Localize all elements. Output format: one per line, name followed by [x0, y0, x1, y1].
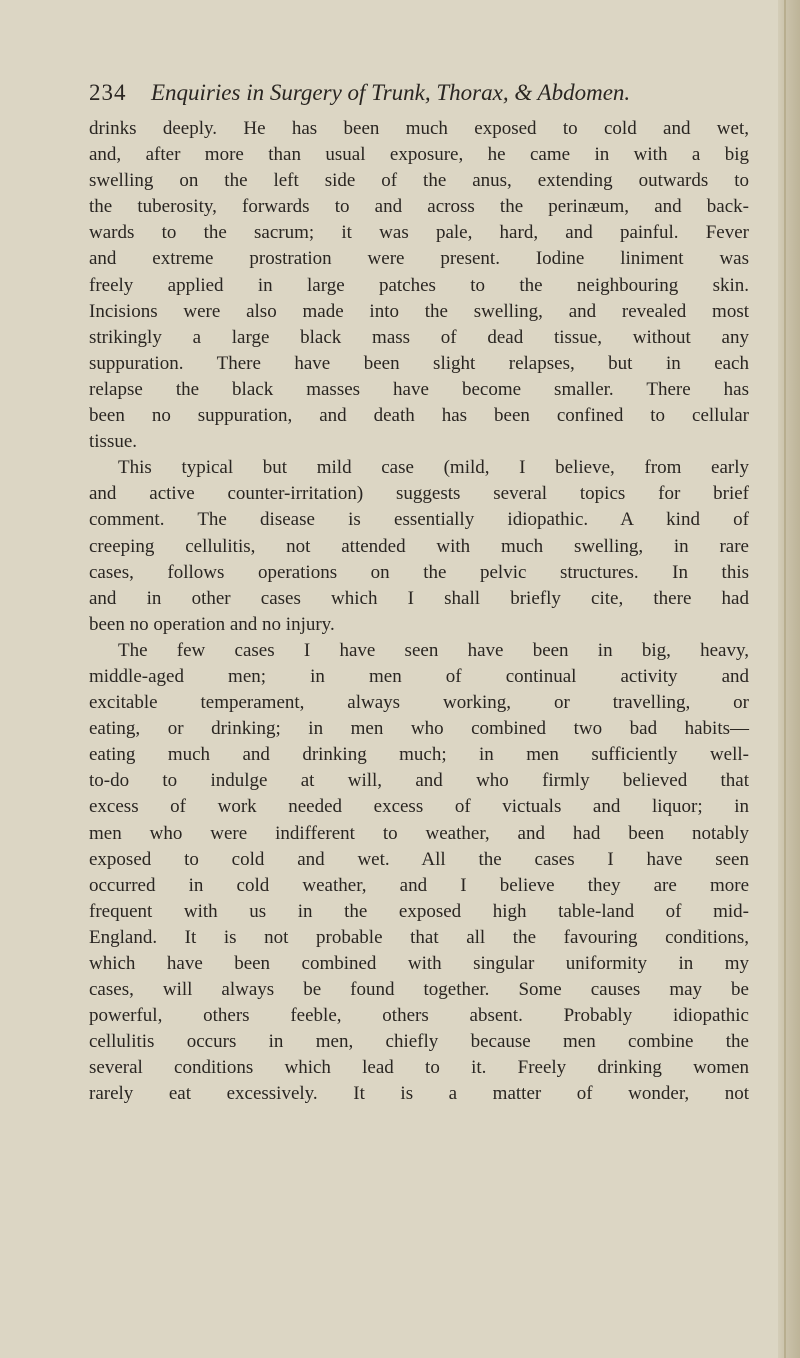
text-line: drinks deeply. He has been much exposed to cold and wet, [89, 118, 749, 139]
running-title: Enquiries in Surgery of Trunk, Thorax, & Abdomen. [151, 80, 631, 105]
text-line: excitable temperament, always working, or travelling, or [89, 692, 749, 714]
text-line: relapse the black masses have become smaller. There has [89, 378, 749, 400]
text-line: strikingly a large black mass of dead tissue, without any [89, 326, 749, 348]
text-line: cellulitis occurs in men, chiefly because men combine the [89, 1031, 749, 1053]
page-number: 234 [89, 80, 127, 105]
text-line: rarely eat excessively. It is a matter of wonder, not [89, 1083, 749, 1105]
text-line: Incisions were also made into the swelling, and revealed most [89, 300, 749, 322]
text-line: the tuberosity, forwards to and across the perinæum, and back- [89, 196, 749, 218]
text-line: swelling on the left side of the anus, extending outwards to [89, 170, 749, 192]
text-line: and extreme prostration were present. Iodine liniment was [89, 248, 749, 270]
text-line: This typical but mild case (mild, I believe, from early [118, 457, 749, 479]
text-line: creeping cellulitis, not attended with much swelling, in rare [89, 535, 749, 557]
text-line: tissue. [89, 431, 138, 453]
text-line: wards to the sacrum; it was pale, hard, and painful. Fever [89, 222, 749, 244]
text-line: and active counter-irritation) suggests several topics for brief [89, 483, 749, 505]
running-head [89, 76, 749, 110]
text-line: been no suppuration, and death has been confined to cellular [89, 405, 749, 427]
page-edge-shadow [778, 0, 800, 1358]
text-line: and, after more than usual exposure, he came in with a big [89, 144, 749, 166]
text-line: suppuration. There have been slight relapses, but in each [89, 352, 749, 374]
text-line: and in other cases which I shall briefly cite, there had [89, 587, 749, 609]
text-line: eating, or drinking; in men who combined two bad habits— [89, 718, 749, 740]
text-line: men who were indifferent to weather, and had been notably [89, 822, 749, 844]
text-line: England. It is not probable that all the favouring conditions, [89, 926, 749, 948]
text-line: several conditions which lead to it. Freely drinking women [89, 1057, 749, 1079]
text-line: The few cases I have seen have been in big, heavy, [118, 639, 749, 661]
text-line: to-do to indulge at will, and who firmly believed that [89, 770, 749, 792]
text-line: occurred in cold weather, and I believe they are more [89, 874, 749, 896]
text-line: been no operation and no injury. [89, 613, 335, 635]
text-line: eating much and drinking much; in men sufficiently well- [89, 744, 749, 766]
text-line: powerful, others feeble, others absent. Probably idiopathic [89, 1005, 749, 1027]
text-line: comment. The disease is essentially idiopathic. A kind of [89, 509, 749, 531]
text-line: middle-aged men; in men of continual activity and [89, 665, 749, 687]
text-line: frequent with us in the exposed high table-land of mid- [89, 900, 749, 922]
body-text [89, 116, 749, 1108]
text-line: excess of work needed excess of victuals and liquor; in [89, 796, 749, 818]
text-line: cases, follows operations on the pelvic structures. In this [89, 561, 749, 583]
text-line: exposed to cold and wet. All the cases I have seen [89, 848, 749, 870]
text-line: cases, will always be found together. Some causes may be [89, 979, 749, 1001]
text-line: freely applied in large patches to the neighbouring skin. [89, 274, 749, 296]
text-line: which have been combined with singular uniformity in my [89, 953, 749, 974]
